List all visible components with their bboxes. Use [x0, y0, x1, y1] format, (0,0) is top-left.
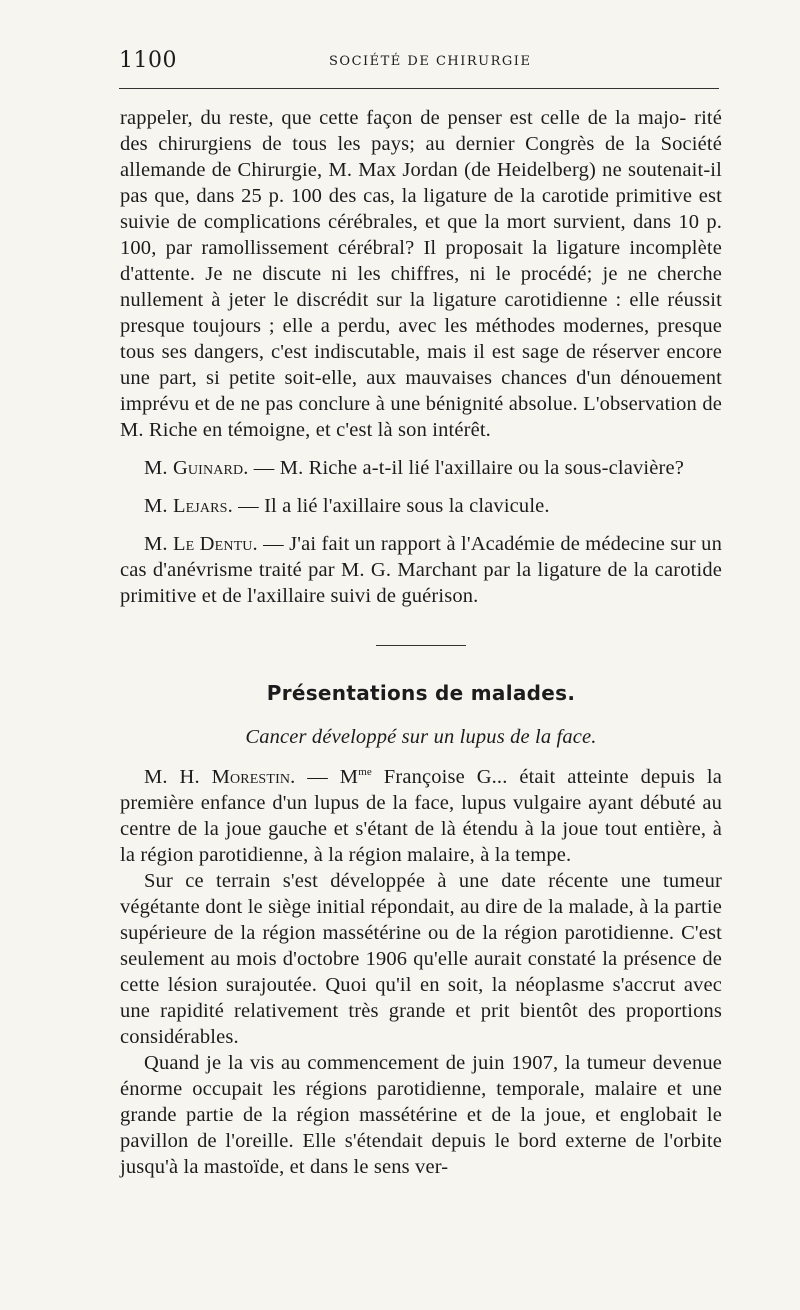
text-line: Société allemande de Chirurgie, M. Max Jordan (de Heidelberg) [120, 133, 722, 181]
text-line: première enfance d'un lupus de la face, lupus vulgaire ayant [120, 792, 634, 814]
text-line: M. Riche en témoigne, et c'est là son intérêt. [120, 419, 491, 441]
text-line: la carotide primitive et de l'axillaire suivi de guérison. [120, 559, 722, 607]
text-line: constaté la présence de cette lésion surajoutée. Quoi qu'il en soit, [120, 948, 722, 996]
text-line: rité des chirurgiens de tous les pays; au dernier Congrès de la [120, 107, 723, 155]
paragraph-morestin: M. H. Morestin. — $M^{me}$ Françoise G... était atteinte depuis la première enfance d'un lupus de la face, lupus vulgaire ayant débuté au centre de la joue gauche et s'étant de là étendu à la joue tout entière, à la région parotidienne, à la région malaire, à la tempe. [120, 766, 723, 866]
dialogue-lejars: M. Lejars. — Il a lié l'axillaire sous la clavicule. [144, 495, 550, 517]
paragraph-terrain [120, 868, 722, 1050]
text-line: tout entière, à la région parotidienne, à la région malaire, à la [120, 818, 722, 866]
paragraph-continuation [120, 105, 722, 443]
text-line: petite soit-elle, aux mauvaises chances d'un dénouement imprévu [120, 367, 722, 415]
dialogue-guinard: M. Guinard. — M. Riche a-t-il lié l'axillaire ou la sous-clavière? [144, 457, 684, 479]
text-line: proposait la ligature incomplète d'attente. Je ne discute ni les [120, 237, 722, 285]
text-line: Quand je la vis au commencement de juin 1907, la tumeur [144, 1052, 646, 1074]
text-line: malaire et une grande partie de la région massétérine et de la [120, 1078, 722, 1126]
paragraph-quand [120, 1050, 722, 1180]
text-line: la partie supérieure de la région massétérine ou de la région [120, 896, 722, 944]
text-line: et de ne pas conclure à une bénignité absolue. L'observation de [194, 393, 722, 415]
text-line: perdu, avec les méthodes modernes, presque tous ses dangers, [120, 315, 722, 363]
superscript: me [358, 766, 372, 779]
section-separator [376, 645, 466, 646]
text-line: et prit bientôt des proportions considérables. [120, 1000, 722, 1048]
section-subtitle: Cancer développé sur un lupus de la face. [245, 726, 597, 748]
text-line: ne soutenait-il pas que, dans 25 p. 100 des cas, la ligature de la [120, 159, 722, 207]
text-line: tempe. [515, 844, 572, 866]
text-line: sur la ligature carotidienne : elle réussit presque toujours ; elle a [120, 289, 722, 337]
text-line: c'est indiscutable, mais il est sage de réserver encore une part, si [120, 341, 722, 389]
text-line: végétante dont le siège initial répondait, au dire de la malade, à [120, 896, 649, 918]
text-line: carotide primitive est suivie de complications cérébrales, et que [120, 185, 723, 233]
text-line: Sur ce terrain s'est développée à une date récente une tumeur [144, 870, 722, 892]
page-header [119, 48, 719, 72]
text-line: chiffres, ni le procédé; je ne cherche nullement à jeter le discrédit [120, 263, 723, 311]
text-line: joue, et englobait le pavillon de l'oreille. Elle s'étendait depuis le [120, 1104, 722, 1152]
text-line: bord externe de l'orbite jusqu'à la mastoïde, et dans le sens ver- [120, 1130, 722, 1178]
speaker-name: Morestin. [211, 766, 296, 788]
text-line: rappeler, du reste, que cette façon de penser est celle de la majo- [120, 107, 687, 129]
text-line: débuté au centre de la joue gauche et s'étant de là étendu à la joue [120, 792, 722, 840]
text-line: la mort survient, dans 10 p. 100, par ramollissement cérébral? Il [120, 211, 722, 259]
page-number: 1100 [119, 48, 177, 73]
text-line: parotidienne. C'est seulement au mois d'octobre 1906 qu'elle aurait [120, 922, 722, 970]
speaker-name: Guinard. [172, 457, 249, 479]
text-line: la néoplasme s'accrut avec une rapidité relativement très grande [120, 974, 722, 1022]
speaker-name: Lejars. [172, 495, 233, 517]
section-title: Présentations de malades. [266, 681, 576, 705]
text-line: sur un cas d'anévrisme traité par M. G. Marchant par la ligature de [120, 533, 722, 581]
speaker-name: Le Dentu. [172, 533, 258, 555]
running-title: SOCIÉTÉ DE CHIRURGIE [329, 54, 532, 69]
header-rule [119, 88, 719, 89]
body-text [120, 105, 722, 1180]
text-line: devenue énorme occupait les régions parotidienne, temporale, [120, 1052, 722, 1100]
dialogue-le-dentu: M. Le Dentu. — J'ai fait un rapport à l'Académie de médecine sur un cas d'anévrisme traité par M. G. Marchant par la ligature de la carotide primitive et de l'axillaire suivi de guérison. [120, 533, 722, 607]
